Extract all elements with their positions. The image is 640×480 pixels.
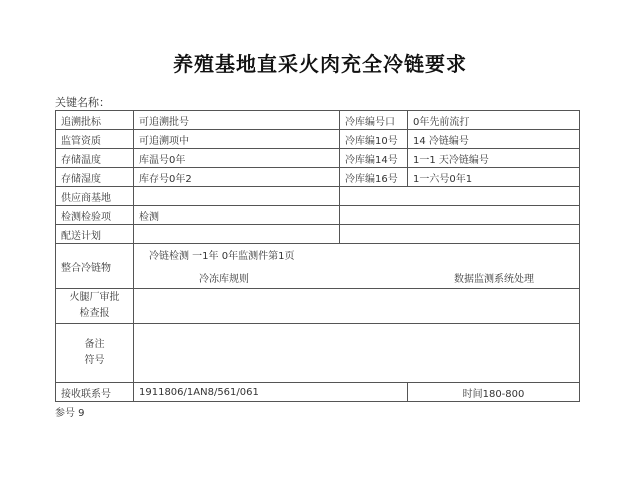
row-label: 冷库编16号	[340, 168, 408, 187]
row-label: 冷库编14号	[340, 149, 408, 168]
contact-time: 时间180-800	[408, 383, 580, 402]
row-value: 1一六号0年1	[408, 168, 580, 187]
row-label: 冷库编号口	[340, 111, 408, 130]
cold-chain-sub-right: 数据监测系统处理	[454, 274, 534, 285]
cold-chain-sub-left: 冷冻库规则	[199, 274, 249, 285]
row-label: 存储温度	[56, 149, 134, 168]
key-name-label: 关键名称：	[55, 96, 110, 109]
row-value: 0年先前流打	[408, 111, 580, 130]
row-value: 检测	[134, 206, 340, 225]
row-value	[134, 187, 340, 206]
row-label: 存储湿度	[56, 168, 134, 187]
table-row-contact	[56, 383, 580, 402]
table-row-remarks	[56, 324, 580, 383]
footer-reference: 参号 9	[55, 408, 85, 419]
row-value: 可追溯批号	[134, 111, 340, 130]
row-value	[134, 225, 340, 244]
cold-chain-content	[134, 244, 580, 289]
table-row-cold-chain	[56, 244, 580, 289]
remarks-line1: 备注	[84, 339, 105, 350]
row-label: 配送计划	[56, 225, 134, 244]
cold-chain-label: 整合冷链物	[56, 244, 134, 289]
requirements-form-table	[55, 110, 580, 402]
table-row	[56, 187, 580, 206]
supplier-check-line2: 检查报	[79, 308, 110, 319]
table-row	[56, 130, 580, 149]
row-label: 追溯批标	[56, 111, 134, 130]
row-value	[340, 225, 580, 244]
row-label: 供应商基地	[56, 187, 134, 206]
supplier-check-line1: 火腿厂审批	[69, 292, 120, 303]
row-value: 14 冷链编号	[408, 130, 580, 149]
row-value	[340, 206, 580, 225]
row-label: 检测检验项	[56, 206, 134, 225]
row-value: 1一1 天冷链编号	[408, 149, 580, 168]
contact-value: 1911806/1AN8/561/061	[134, 383, 408, 402]
table-row	[56, 225, 580, 244]
row-label: 监管资质	[56, 130, 134, 149]
row-value: 库存号0年2	[134, 168, 340, 187]
row-value: 可追溯项中	[134, 130, 340, 149]
row-value: 库温号0年	[134, 149, 340, 168]
document-title: 养殖基地直采火肉充全冷链要求	[173, 52, 467, 76]
table-row	[56, 149, 580, 168]
supplier-check-label	[56, 289, 134, 324]
remarks-line2: 符号	[84, 355, 105, 366]
remarks-label	[56, 324, 134, 383]
contact-label: 接收联系号	[56, 383, 134, 402]
cold-chain-sub	[139, 270, 574, 285]
row-value	[340, 187, 580, 206]
table-row	[56, 111, 580, 130]
table-row-supplier	[56, 289, 580, 324]
supplier-check-value	[134, 289, 580, 324]
table-row	[56, 206, 580, 225]
cold-chain-line: 冷链检测 一1年 0年监测件第1页	[149, 251, 295, 262]
row-label: 冷库编10号	[340, 130, 408, 149]
table-row	[56, 168, 580, 187]
remarks-value	[134, 324, 580, 383]
